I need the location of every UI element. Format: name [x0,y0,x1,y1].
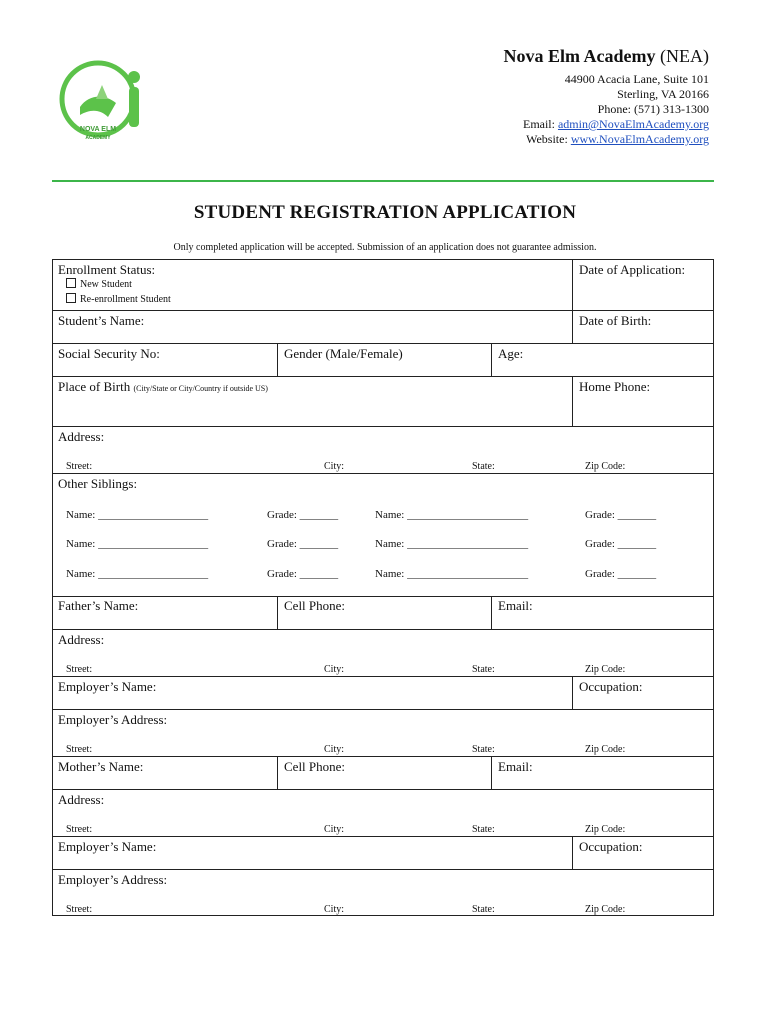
address-line-1: 44900 Acacia Lane, Suite 101 [564,72,709,86]
email-line [523,116,709,132]
school-abbr: (NEA) [660,46,709,66]
col-divider [491,343,492,376]
col-divider [277,343,278,376]
father-zip-field[interactable]: Zip Code: [585,664,626,675]
student-address-label: Address: [58,429,105,444]
email-link[interactable]: admin@NovaElmAcademy.org [557,117,709,131]
row-divider [52,343,714,344]
father-occupation-field[interactable]: Occupation: [579,679,643,694]
sibling-5-grade[interactable]: Grade: _______ [267,568,339,580]
father-employer-zip-field[interactable]: Zip Code: [585,744,626,755]
email-label: Email: [522,117,558,131]
row-divider [52,789,714,790]
mother-zip-field[interactable]: Zip Code: [585,824,626,835]
sibling-2-name[interactable]: Name: ______________________ [375,509,529,521]
re-enrollment-option[interactable] [66,293,171,305]
father-employer-state-field[interactable]: State: [472,744,495,755]
sibling-2-grade[interactable]: Grade: _______ [585,509,657,521]
sibling-6-grade[interactable]: Grade: _______ [585,568,657,580]
father-employer-city-field[interactable]: City: [324,744,345,755]
mother-employer-zip-field[interactable]: Zip Code: [585,904,626,915]
other-siblings-label: Other Siblings: [58,476,138,491]
home-phone-field[interactable]: Home Phone: [579,379,651,394]
father-state-field[interactable]: State: [472,664,495,675]
age-field[interactable]: Age: [498,346,524,361]
col-divider [572,676,573,709]
new-student-label: New Student [80,279,132,290]
re-enrollment-checkbox[interactable] [66,293,76,303]
mother-address-label: Address: [58,792,105,807]
mother-employer-city-field[interactable]: City: [324,904,345,915]
row-divider [52,869,714,870]
place-of-birth-label: Place of Birth [58,379,131,394]
gender-field[interactable]: Gender (Male/Female) [284,346,403,361]
father-employer-name-field[interactable]: Employer’s Name: [58,679,157,694]
school-name [504,46,709,67]
state-field[interactable]: State: [472,461,495,472]
father-city-field[interactable]: City: [324,664,345,675]
enrollment-status-label: Enrollment Status: [58,262,156,277]
row-divider [52,836,714,837]
sibling-4-grade[interactable]: Grade: _______ [585,538,657,550]
mother-email-field[interactable]: Email: [498,759,533,774]
sibling-1-grade[interactable]: Grade: _______ [267,509,339,521]
new-student-checkbox[interactable] [66,278,76,288]
col-divider [491,596,492,629]
website-label: Website: [526,132,571,146]
row-divider [52,310,714,311]
col-divider [491,756,492,789]
col-divider [572,259,573,310]
father-email-field[interactable]: Email: [498,598,533,613]
father-employer-street-field[interactable]: Street: [66,744,93,755]
form-notice: Only completed application will be accepted. Submission of an application does not guarantee admission. [173,242,597,253]
mother-employer-street-field[interactable]: Street: [66,904,93,915]
place-of-birth-field[interactable] [58,379,268,395]
mother-occupation-field[interactable]: Occupation: [579,839,643,854]
father-address-label: Address: [58,632,105,647]
mother-cell-phone-field[interactable]: Cell Phone: [284,759,346,774]
mother-street-field[interactable]: Street: [66,824,93,835]
father-employer-address-label: Employer’s Address: [58,712,168,727]
row-divider [52,426,714,427]
sibling-3-name[interactable]: Name: ____________________ [66,538,209,550]
academy-logo [56,55,152,151]
sibling-5-name[interactable]: Name: ____________________ [66,568,209,580]
city-field[interactable]: City: [324,461,345,472]
re-enrollment-label: Re-enrollment Student [80,294,171,305]
mother-state-field[interactable]: State: [472,824,495,835]
date-of-birth-field[interactable]: Date of Birth: [579,313,652,328]
col-divider [572,376,573,426]
row-divider [52,629,714,630]
sibling-4-name[interactable]: Name: ______________________ [375,538,529,550]
sibling-6-name[interactable]: Name: ______________________ [375,568,529,580]
sibling-3-grade[interactable]: Grade: _______ [267,538,339,550]
ssn-field[interactable]: Social Security No: [58,346,160,361]
svg-text:NOVA ELM: NOVA ELM [79,126,117,133]
father-cell-phone-field[interactable]: Cell Phone: [284,598,346,613]
street-field[interactable]: Street: [66,461,93,472]
row-divider [52,709,714,710]
mother-city-field[interactable]: City: [324,824,345,835]
col-divider [572,836,573,869]
date-of-application-field[interactable]: Date of Application: [579,262,686,277]
col-divider [572,310,573,343]
new-student-option[interactable] [66,278,132,290]
mother-employer-state-field[interactable]: State: [472,904,495,915]
address-line-2: Sterling, VA 20166 [617,87,709,101]
row-divider [52,676,714,677]
place-of-birth-note: (City/State or City/Country if outside US) [133,384,268,393]
row-divider [52,376,714,377]
zip-field[interactable]: Zip Code: [585,461,626,472]
mother-employer-name-field[interactable]: Employer’s Name: [58,839,157,854]
form-title: STUDENT REGISTRATION APPLICATION [193,202,577,223]
row-divider [52,596,714,597]
website-link[interactable]: www.NovaElmAcademy.org [570,132,709,146]
col-divider [277,596,278,629]
student-name-field[interactable]: Student’s Name: [58,313,145,328]
mother-name-field[interactable]: Mother’s Name: [58,759,144,774]
website-line [526,131,709,147]
row-divider [52,473,714,474]
father-name-field[interactable]: Father’s Name: [58,598,139,613]
father-street-field[interactable]: Street: [66,664,93,675]
row-divider [52,756,714,757]
mother-employer-address-label: Employer’s Address: [58,872,168,887]
phone-line: Phone: (571) 313-1300 [597,102,709,116]
school-name-text: Nova Elm Academy [503,46,656,66]
header-divider [52,180,714,182]
svg-text:ACADEMY: ACADEMY [85,135,111,141]
sibling-1-name[interactable]: Name: ____________________ [66,509,209,521]
col-divider [277,756,278,789]
